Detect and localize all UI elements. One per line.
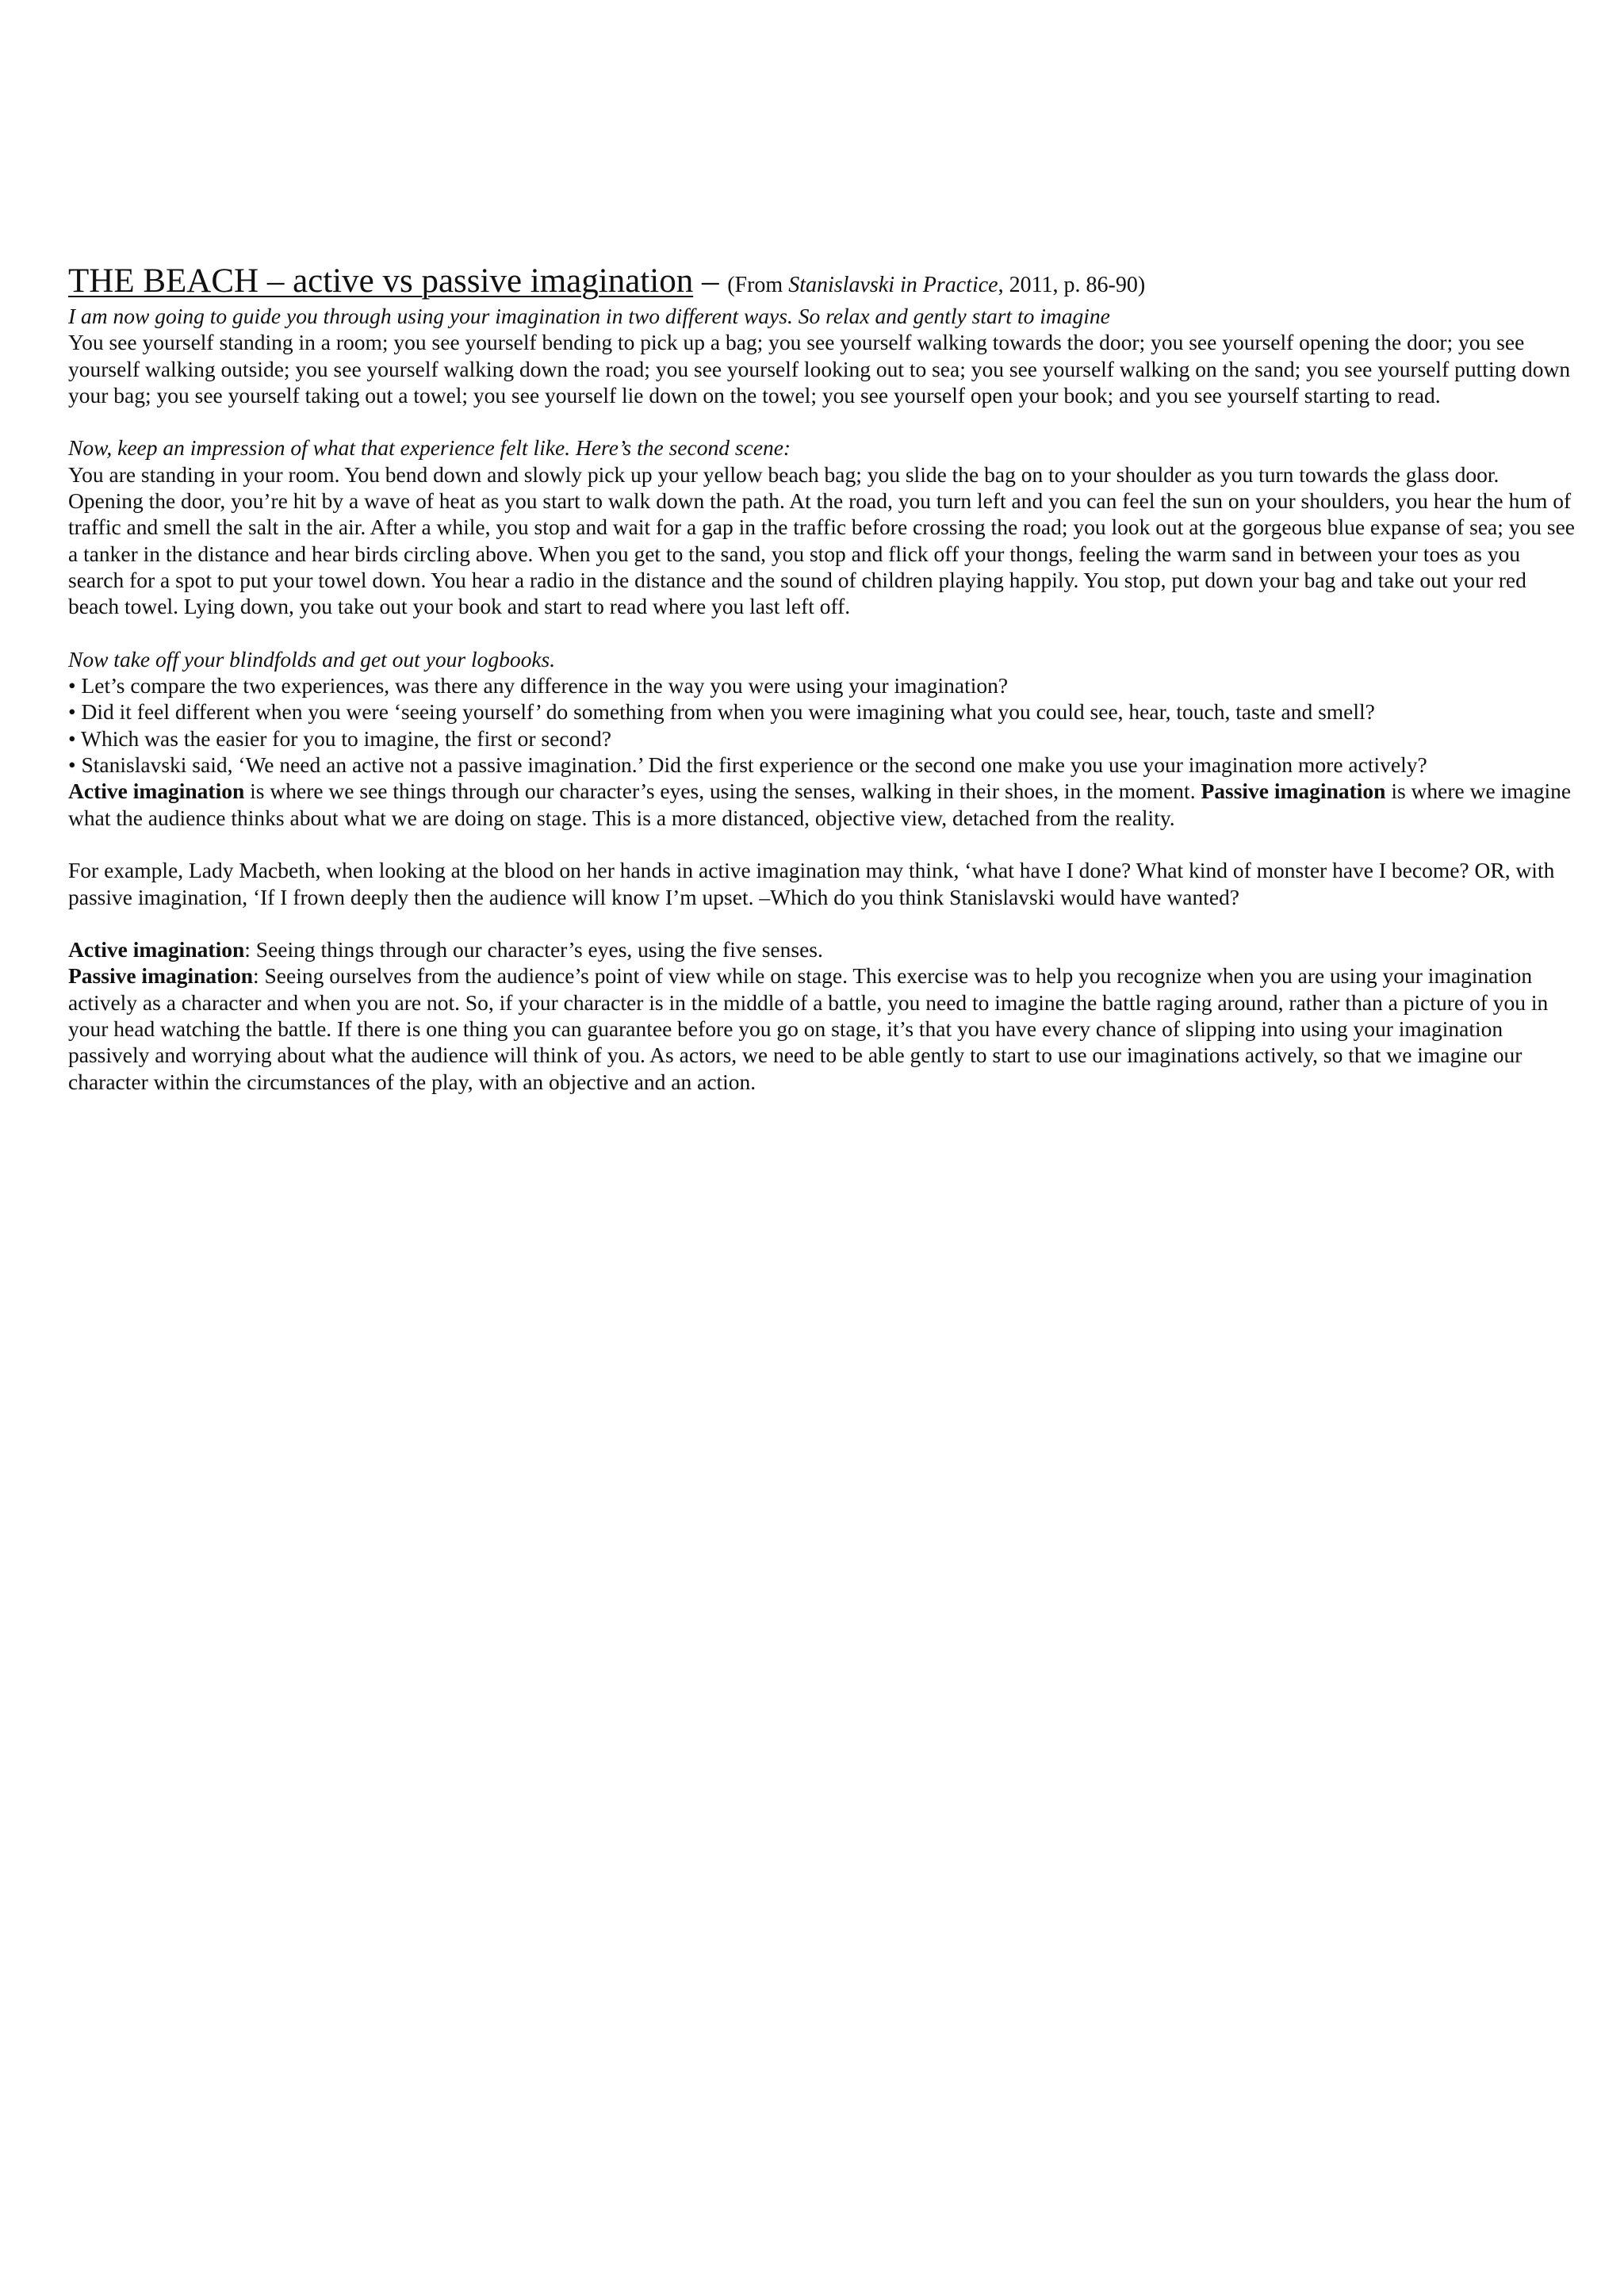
question-item: • Did it feel different when you were ‘seeing yourself’ do something from when you were imagining what you could see, hear, touch, taste and smell? xyxy=(68,699,1375,725)
document-title: THE BEACH – active vs passive imagination xyxy=(68,262,694,300)
summary-active-term: Active imagination xyxy=(68,937,245,962)
document-page xyxy=(68,264,1575,1095)
source-citation xyxy=(727,273,1145,297)
active-imagination-text: is where we see things through our character’s eyes, using the senses, walking in their shoes, in the moment. xyxy=(244,779,1201,804)
scene-one-paragraph: You see yourself standing in a room; you see yourself bending to pick up a bag; you see yourself walking towards the door; you see yourself opening the door; you see yourself walking outside; you see yourself walking down the road; you see yourself looking out to sea; you see yourself walking on the sand; you see yourself putting down your bag; you see yourself taking out a towel; you see yourself lie down on the towel; you see yourself open your book; and you see yourself starting to read. xyxy=(68,330,1571,408)
paragraph-gap xyxy=(68,831,1575,857)
paragraph-gap xyxy=(68,408,1575,434)
intro-instruction: I am now going to guide you through using your imagination in two different ways. So relax and gently start to imagine xyxy=(68,304,1110,328)
definition-paragraph xyxy=(68,778,1575,831)
summary-passive-text: : Seeing ourselves from the audience’s point of view while on stage. This exercise was to help you recognize when you are using your imagination actively as a character and when you are not. So, if your character is in the middle of a battle, you need to imagine the battle raging around, rather than a picture of you in your head watching the battle. If there is one thing you can guarantee before you go on stage, it’s that you have every chance of slipping into using your imagination passively and worrying about what the audience will think of you. As actors, we need to be able gently to start to use our imaginations actively, so that we imagine our character within the circumstances of the play, with an objective and an action. xyxy=(68,963,1549,1094)
document-heading xyxy=(68,264,1575,303)
scene-two-intro: Now, keep an impression of what that experience felt like. Here’s the second scene: xyxy=(68,435,791,461)
passive-imagination-text: is where we imagine what the audience thinks about what we are doing on stage. This is a more distanced, objective view, detached from the reality. xyxy=(68,779,1572,830)
paragraph-gap xyxy=(68,910,1575,936)
summary-active-text: : Seeing things through our character’s eyes, using the five senses. xyxy=(244,937,823,962)
title-separator: – xyxy=(693,262,728,300)
example-paragraph: For example, Lady Macbeth, when looking at the blood on her hands in active imagination may think, ‘what have I done? What kind of monster have I become? OR, with passive imagination, ‘If I frown deeply then the audience will know I’m upset. –Which do you think Stanislavski would have wanted? xyxy=(68,858,1555,909)
paragraph-gap xyxy=(68,620,1575,646)
question-item: • Stanislavski said, ‘We need an active not a passive imagination.’ Did the first experience or the second one make you use your imagination more actively? xyxy=(68,752,1427,778)
summary-passive-term: Passive imagination xyxy=(68,963,253,989)
passive-imagination-term: Passive imagination xyxy=(1201,779,1386,804)
source-suffix: , 2011, p. 86-90) xyxy=(998,273,1146,297)
logbook-instruction: Now take off your blindfolds and get out your logbooks. xyxy=(68,646,556,672)
source-book-title: Stanislavski in Practice xyxy=(788,273,998,297)
source-prefix: (From xyxy=(727,273,789,297)
summary-passive xyxy=(68,962,1575,1094)
active-imagination-term: Active imagination xyxy=(68,779,245,804)
scene-two-paragraph: You are standing in your room. You bend down and slowly pick up your yellow beach bag; you slide the bag on to your shoulder as you turn towards the glass door. Opening the door, you’re hit by a wave of heat as you start to walk down the path. At the road, you turn left and you can feel the sun on your shoulders, you hear the hum of traffic and smell the salt in the air. After a while, you stop and wait for a gap in the traffic before crossing the road; you look out at the gorgeous blue expanse of sea; you see a tanker in the distance and hear birds circling above. When you get to the sand, you stop and flick off your thongs, feeling the warm sand in between your toes as you search for a spot to put your towel down. You hear a radio in the distance and the sound of children playing happily. You stop, put down your bag and take out your red beach towel. Lying down, you take out your book and start to read where you last left off. xyxy=(68,461,1576,619)
summary-active xyxy=(68,936,1575,962)
question-item: • Which was the easier for you to imagine, the first or second? xyxy=(68,725,611,751)
question-item: • Let’s compare the two experiences, was there any difference in the way you were using your imagination? xyxy=(68,673,1009,698)
